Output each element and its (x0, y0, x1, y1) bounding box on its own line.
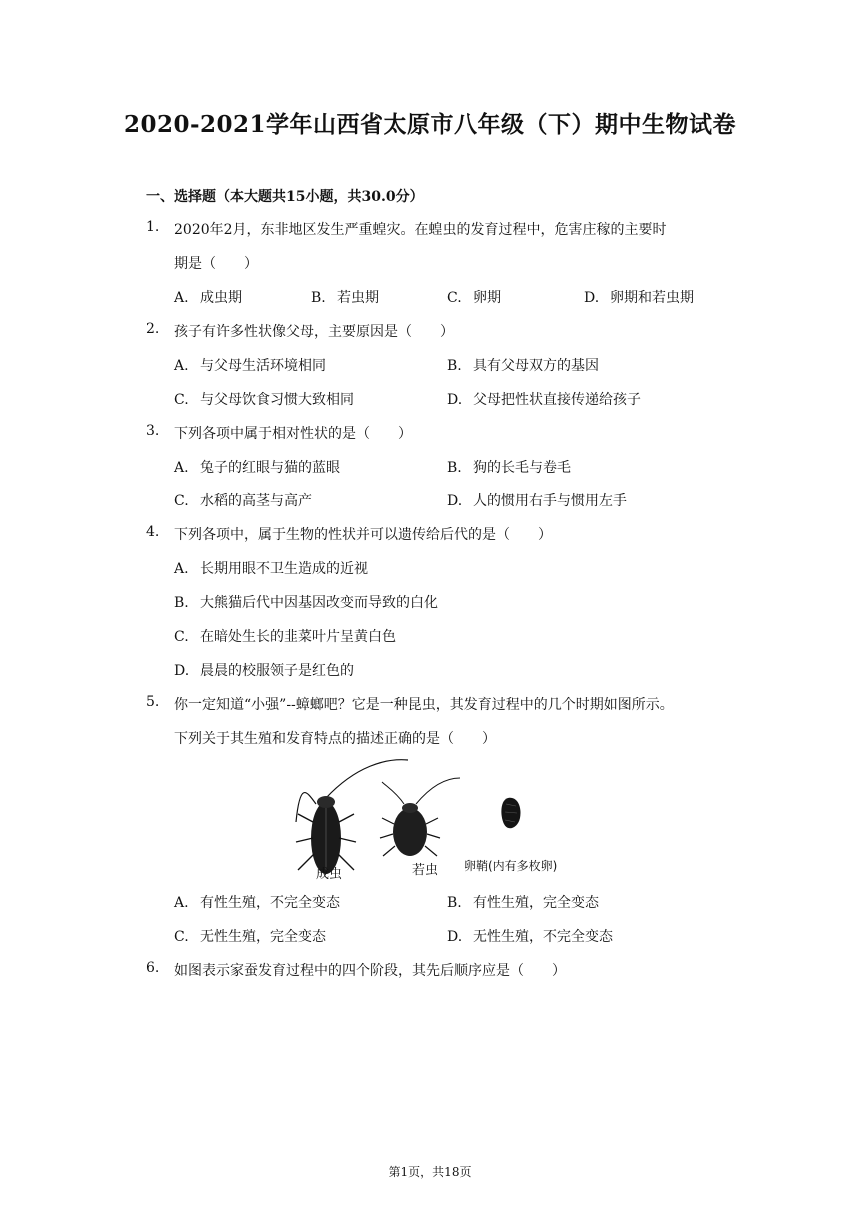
question-number: 1. (146, 219, 160, 235)
option-text: 在暗处生长的韭菜叶片呈黄白色 (200, 629, 396, 645)
option-letter: A. (174, 895, 189, 911)
option-c (174, 490, 312, 510)
question-text-line: 2020年2月，东非地区发生严重蝗灾。在蝗虫的发育过程中，危害庄稼的主要时 (174, 222, 667, 238)
option-text: 有性生殖，不完全变态 (200, 895, 340, 911)
question-number: 3. (146, 423, 160, 439)
option-text: 具有父母双方的基因 (473, 358, 599, 374)
option-c (174, 389, 354, 409)
option-text: 父母把性状直接传递给孩子 (473, 392, 641, 408)
option-letter: D. (584, 290, 600, 306)
option-text: 无性生殖，完全变态 (200, 929, 326, 945)
option-text: 有性生殖，完全变态 (473, 895, 599, 911)
nymph-cockroach-icon (380, 778, 460, 856)
option-d (584, 287, 694, 307)
option-text: 卵期 (473, 290, 501, 306)
option-letter: A. (174, 561, 189, 577)
option-letter: A. (174, 290, 189, 306)
question-text-line: 孩子有许多性状像父母，主要原因是（ ） (174, 324, 454, 340)
question-number: 6. (146, 960, 160, 976)
figure-label-adult: 成虫 (316, 867, 343, 882)
option-letter: C. (174, 629, 189, 645)
option-text: 晨晨的校服领子是红色的 (200, 663, 354, 679)
option-letter: B. (311, 290, 326, 306)
question-text-line: 期是（ ） (174, 256, 258, 272)
question-text-line: 下列各项中属于相对性状的是（ ） (174, 426, 412, 442)
figure-label-nymph: 若虫 (412, 863, 439, 878)
option-b (174, 592, 438, 612)
cockroach-figure-svg (286, 752, 576, 888)
option-letter: A. (174, 460, 189, 476)
question-text-line: 下列关于其生殖和发育特点的描述正确的是（ ） (174, 731, 496, 747)
option-b (447, 355, 599, 375)
option-d (447, 389, 641, 409)
section-heading: 一、选择题（本大题共15小题，共30.0分） (146, 189, 424, 205)
option-letter: B. (174, 595, 189, 611)
option-text: 兔子的红眼与猫的蓝眼 (200, 460, 340, 476)
option-text: 狗的长毛与卷毛 (473, 460, 571, 476)
option-text: 无性生殖，不完全变态 (473, 929, 613, 945)
page-title: 2020-2021学年山西省太原市八年级（下）期中生物试卷 (123, 111, 737, 138)
option-a (174, 558, 368, 578)
option-text: 水稻的高茎与高产 (200, 493, 312, 509)
option-text: 长期用眼不卫生造成的近视 (200, 561, 368, 577)
page-footer: 第1页，共18页 (388, 1165, 472, 1179)
option-d (447, 490, 627, 510)
option-letter: B. (447, 895, 462, 911)
option-b (447, 892, 599, 912)
question-text-line: 如图表示家蚕发育过程中的四个阶段，其先后顺序应是（ ） (174, 963, 566, 979)
adult-cockroach-icon (296, 760, 408, 874)
option-c (447, 287, 501, 307)
option-letter: A. (174, 358, 189, 374)
question-number: 2. (146, 321, 160, 337)
cockroach-lifecycle-figure (286, 752, 576, 888)
option-d (447, 926, 613, 946)
option-letter: D. (447, 392, 463, 408)
option-letter: C. (174, 392, 189, 408)
option-letter: C. (174, 493, 189, 509)
option-text: 大熊猫后代中因基因改变而导致的白化 (200, 595, 438, 611)
option-c (174, 926, 326, 946)
option-a (174, 892, 340, 912)
question-number: 5. (146, 694, 160, 710)
option-letter: B. (447, 358, 462, 374)
option-text: 成虫期 (200, 290, 242, 306)
option-letter: D. (447, 929, 463, 945)
option-letter: C. (447, 290, 462, 306)
question-number: 4. (146, 524, 160, 540)
option-b (447, 457, 571, 477)
option-letter: B. (447, 460, 462, 476)
question-text-line: 你一定知道“小强”--蟑螂吧？它是一种昆虫，其发育过程中的几个时期如图所示。 (174, 697, 674, 713)
option-a (174, 287, 242, 307)
option-text: 卵期和若虫期 (610, 290, 694, 306)
option-a (174, 355, 326, 375)
ootheca-icon (501, 798, 520, 828)
option-b (311, 287, 379, 307)
option-d (174, 660, 354, 680)
option-text: 人的惯用右手与惯用左手 (473, 493, 627, 509)
option-text: 与父母生活环境相同 (200, 358, 326, 374)
figure-label-ootheca: 卵鞘(内有多枚卵) (464, 859, 558, 873)
option-text: 与父母饮食习惯大致相同 (200, 392, 354, 408)
option-letter: C. (174, 929, 189, 945)
question-text-line: 下列各项中，属于生物的性状并可以遗传给后代的是（ ） (174, 527, 552, 543)
option-letter: D. (174, 663, 190, 679)
option-letter: D. (447, 493, 463, 509)
option-c (174, 626, 396, 646)
option-a (174, 457, 340, 477)
option-text: 若虫期 (337, 290, 379, 306)
